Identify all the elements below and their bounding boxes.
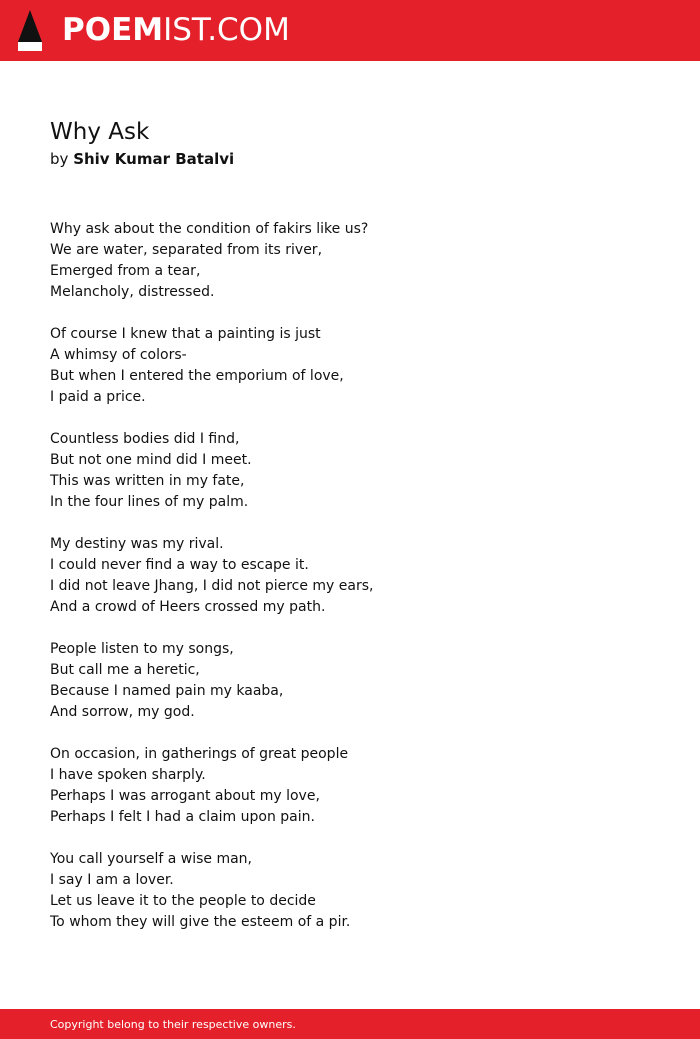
poem-line: Melancholy, distressed.: [50, 284, 215, 300]
poem-line: A whimsy of colors-: [50, 347, 187, 363]
byline: [50, 149, 234, 169]
poem-line: I did not leave Jhang, I did not pierce my ears,: [50, 578, 374, 594]
poem-line: I say I am a lover.: [50, 872, 174, 888]
poem-line: My destiny was my rival.: [50, 536, 224, 552]
stanza: [50, 429, 650, 513]
poem-line: Why ask about the condition of fakirs like us?: [50, 221, 369, 237]
poem-line: On occasion, in gatherings of great people: [50, 746, 349, 762]
poem-line: Perhaps I felt I had a claim upon pain.: [50, 809, 315, 825]
poem-line: We are water, separated from its river,: [50, 242, 323, 258]
stanza: [50, 639, 650, 723]
stanza: [50, 744, 650, 828]
poem-line: But when I entered the emporium of love,: [50, 368, 344, 384]
site-logo[interactable]: [62, 12, 290, 48]
site-header: [0, 0, 700, 61]
poem-line: People listen to my songs,: [50, 641, 234, 657]
poem-title: Why Ask: [50, 119, 150, 145]
copyright-notice: Copyright belong to their respective owners.: [50, 1018, 296, 1031]
poem-line: Countless bodies did I find,: [50, 431, 240, 447]
logo-light-text: IST.COM: [163, 12, 290, 48]
stanza: [50, 324, 650, 408]
by-label: by: [50, 150, 69, 168]
stanza: [50, 219, 650, 303]
pencil-logo-icon[interactable]: [18, 10, 42, 51]
poem-line: And sorrow, my god.: [50, 704, 195, 720]
poem-line: I have spoken sharply.: [50, 767, 206, 783]
poem-line: Let us leave it to the people to decide: [50, 893, 316, 909]
poem-line: In the four lines of my palm.: [50, 494, 249, 510]
poem-line: I paid a price.: [50, 389, 146, 405]
poem-line: But call me a heretic,: [50, 662, 200, 678]
poem-line: You call yourself a wise man,: [50, 851, 253, 867]
poem-line: Because I named pain my kaaba,: [50, 683, 284, 699]
site-footer: [0, 1009, 700, 1039]
poem-line: But not one mind did I meet.: [50, 452, 252, 468]
poem-line: I could never find a way to escape it.: [50, 557, 309, 573]
stanza: [50, 849, 650, 933]
stanza: [50, 534, 650, 618]
poem-line: Emerged from a tear,: [50, 263, 201, 279]
author-name: Shiv Kumar Batalvi: [73, 150, 235, 168]
logo-bold-text: POEM: [62, 12, 164, 48]
poem-line: This was written in my fate,: [50, 473, 245, 489]
poem-line: And a crowd of Heers crossed my path.: [50, 599, 326, 615]
poem-line: Of course I knew that a painting is just: [50, 326, 321, 342]
poem-body: [50, 219, 650, 954]
poem-line: To whom they will give the esteem of a pir.: [50, 914, 351, 930]
poem-line: Perhaps I was arrogant about my love,: [50, 788, 320, 804]
